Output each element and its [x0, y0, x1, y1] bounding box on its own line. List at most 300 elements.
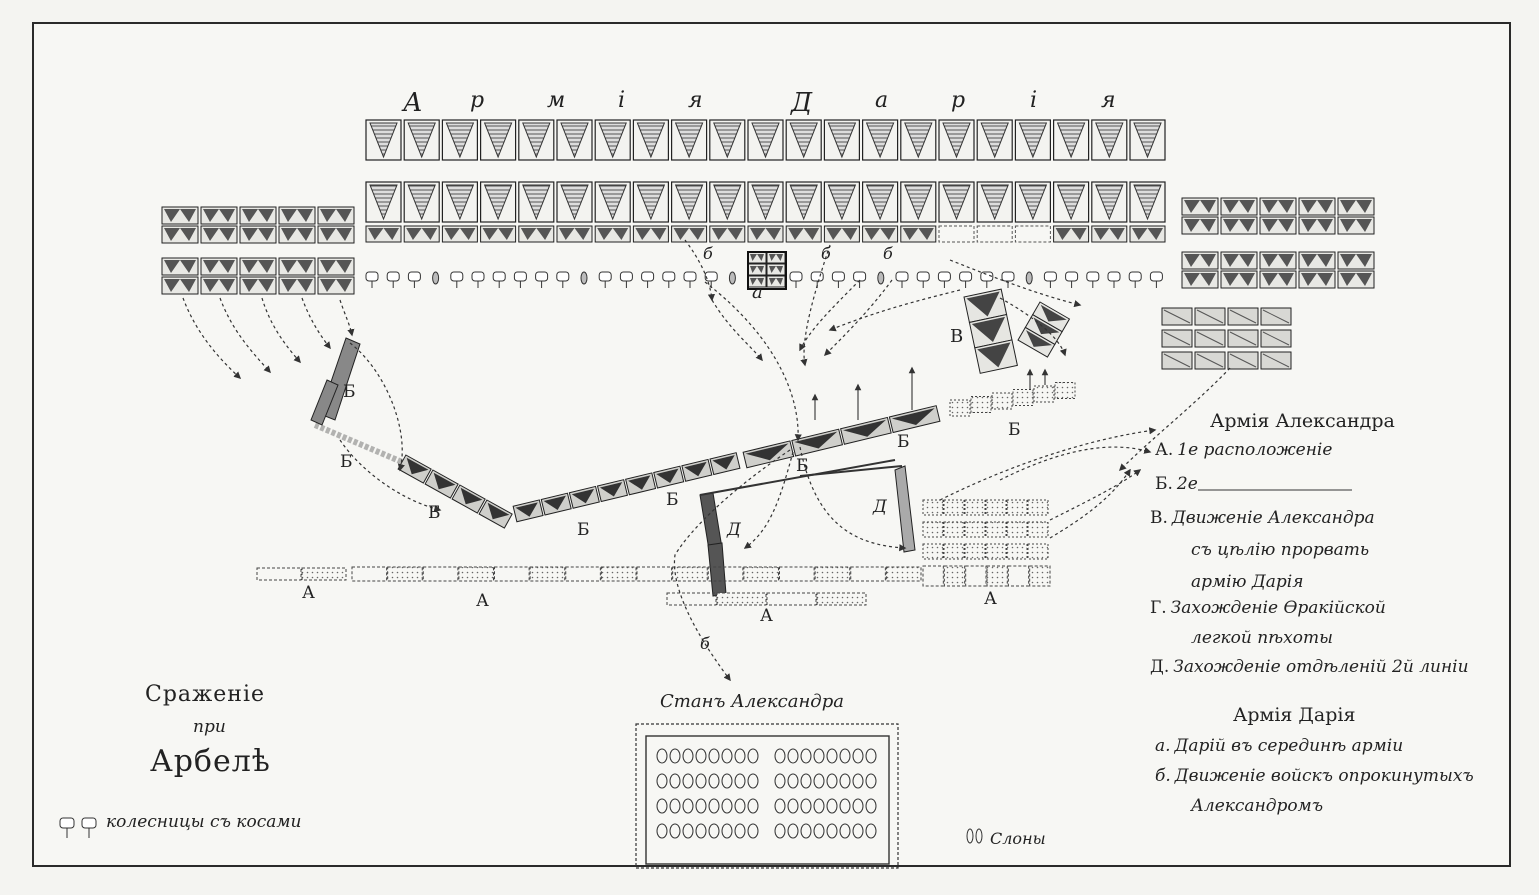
title-line3: Арбелѣ — [150, 744, 271, 779]
darius-cavalry-block — [1182, 198, 1218, 215]
darius-cavalry-block — [240, 277, 276, 294]
camp-tent — [788, 774, 798, 788]
chariot-symbol — [408, 272, 420, 281]
camp-tent — [775, 824, 785, 838]
cavalry-right-block — [944, 500, 964, 515]
darius-infantry-block — [366, 120, 401, 160]
legend-alexander-item — [1150, 508, 1375, 528]
camp-tent — [840, 774, 850, 788]
chariot-symbol — [832, 272, 844, 281]
darius-cavalry-block — [1338, 217, 1374, 234]
movement-arrow — [940, 430, 1155, 500]
darius-cavalry-block — [1260, 217, 1296, 234]
stipple-block — [992, 393, 1012, 409]
darius-infantry-block — [1015, 182, 1050, 222]
movement-arrow — [825, 280, 892, 355]
cavalry-right-block — [1007, 522, 1027, 537]
label-v: В — [950, 326, 964, 347]
chariot-symbol — [1129, 272, 1141, 281]
legend-alexander-item — [1155, 474, 1198, 494]
darius-infantry-block — [519, 182, 554, 222]
label-B-3: Б — [428, 503, 441, 523]
darius-cavalry-block — [162, 226, 198, 243]
elephants-label: Слоны — [990, 829, 1046, 848]
camp-tent — [840, 824, 850, 838]
camp-tent — [866, 799, 876, 813]
title-line1: Сраженіе — [145, 682, 266, 707]
camp-tent — [670, 799, 680, 813]
darius-infantry-block — [366, 182, 401, 222]
chariot-symbol — [620, 272, 632, 281]
cavalry-right-block — [986, 522, 1006, 537]
darius-cavalry-block — [710, 226, 745, 242]
alexander-right-line — [743, 406, 940, 468]
camp-tent — [735, 774, 745, 788]
legend-alexander-heading: Армія Александра — [1210, 410, 1395, 432]
stipple-block — [971, 397, 991, 413]
darius-infantry-block — [863, 120, 898, 160]
darius-infantry-block — [672, 182, 707, 222]
camp-tent — [735, 749, 745, 763]
darius-cavalry-block — [201, 207, 237, 224]
darius-title-letter: і — [1030, 88, 1038, 113]
label-B-7: Б — [897, 432, 910, 452]
darius-cavalry-block — [318, 207, 354, 224]
darius-cavalry-block — [279, 258, 315, 275]
movement-arrow — [1000, 447, 1150, 480]
darius-infantry-block — [1054, 182, 1089, 222]
movement-arrow — [1050, 470, 1130, 538]
label-A-3: А — [760, 606, 773, 626]
darius-cavalry-block — [824, 226, 859, 242]
darius-cavalry-block — [162, 277, 198, 294]
chariot-symbol — [1087, 272, 1099, 281]
darius-infantry-block — [977, 120, 1012, 160]
elephant-symbol — [433, 272, 439, 284]
darius-title-letter: я — [1101, 88, 1116, 113]
chariots-label: колесницы съ косами — [106, 812, 302, 832]
first-position-reserve — [667, 593, 866, 605]
camp-tent — [840, 799, 850, 813]
camp-tent — [853, 749, 863, 763]
stipple-block — [1013, 390, 1033, 406]
camp-tent — [722, 824, 732, 838]
movement-arrow — [804, 245, 830, 365]
elephant-symbol — [581, 272, 587, 284]
camp-tent — [827, 824, 837, 838]
darius-cavalry-block — [240, 226, 276, 243]
darius-cavalry-block — [1182, 252, 1218, 269]
darius-cavalry-block — [1260, 198, 1296, 215]
camp-tent — [722, 749, 732, 763]
camp-tent — [827, 774, 837, 788]
cavalry-right-block — [965, 544, 985, 559]
darius-cavalry-block — [366, 226, 401, 242]
camp-tent — [801, 774, 811, 788]
darius-cavalry-block — [404, 226, 439, 242]
darius-cavalry-block — [767, 252, 785, 263]
darius-cavalry-block — [1299, 198, 1335, 215]
darius-infantry-block — [748, 120, 783, 160]
darius-infantry-block — [1130, 120, 1165, 160]
label-D-2: Д — [873, 497, 887, 517]
camp-tent — [657, 774, 667, 788]
label-B-2: Б — [340, 452, 353, 472]
darius-cavalry-block — [162, 258, 198, 275]
darius-cavalry-block — [279, 226, 315, 243]
chariot-symbol — [387, 272, 399, 281]
darius-infantry-block — [557, 182, 592, 222]
movement-arrow — [705, 282, 798, 440]
darius-cavalry-block — [767, 264, 785, 275]
darius-infantry-block — [939, 182, 974, 222]
camp-tent — [696, 824, 706, 838]
darius-cavalry-block — [279, 207, 315, 224]
darius-title-letter: А — [403, 88, 423, 118]
darius-cavalry-block — [1338, 198, 1374, 215]
chariot-symbol — [536, 272, 548, 281]
camp-tent — [866, 824, 876, 838]
legend-text: 2е — [1176, 474, 1198, 494]
darius-cavalry-block — [1221, 271, 1257, 288]
legend-key: А. — [1155, 440, 1174, 460]
darius-infantry-block — [672, 120, 707, 160]
label-B-1: Б — [343, 382, 356, 402]
camp-tent — [709, 774, 719, 788]
chariot-symbol — [811, 272, 823, 281]
legend-text: Захожденіе Ѳракійской — [1170, 598, 1386, 618]
darius-cavalry-block — [786, 226, 821, 242]
title-line2: при — [193, 717, 226, 737]
cavalry-right-block — [944, 544, 964, 559]
darius-infantry-block — [1054, 120, 1089, 160]
darius-infantry-block — [901, 182, 936, 222]
darius-infantry-block — [1015, 120, 1050, 160]
camp-tent — [670, 749, 680, 763]
darius-cavalry-block — [442, 226, 477, 242]
camp-tent — [709, 749, 719, 763]
darius-infantry-block — [710, 120, 745, 160]
darius-cavalry-block — [279, 277, 315, 294]
darius-cavalry-block — [240, 207, 276, 224]
darius-infantry-block — [824, 120, 859, 160]
darius-title-letter: м — [547, 88, 566, 113]
first-position-center — [352, 567, 921, 581]
darius-infantry-block — [595, 120, 630, 160]
darius-cavalry-block — [240, 258, 276, 275]
camp-tent — [775, 749, 785, 763]
camp-tent — [722, 799, 732, 813]
camp-tent — [748, 824, 758, 838]
label-B-8: Б — [1008, 420, 1021, 440]
camp-tent — [670, 774, 680, 788]
chariot-symbol — [1002, 272, 1014, 281]
cavalry-right-block — [1028, 544, 1048, 559]
darius-cavalry-block — [1338, 271, 1374, 288]
darius-infantry-block — [595, 182, 630, 222]
camp-tent — [814, 774, 824, 788]
darius-infantry-block — [1130, 182, 1165, 222]
camp-tent — [748, 749, 758, 763]
label-A-4: А — [984, 589, 997, 609]
movement-arrow — [262, 298, 300, 362]
d-segment — [700, 493, 722, 550]
darius-cavalry-block — [1054, 226, 1089, 242]
darius-cavalry-block — [318, 277, 354, 294]
camp-tent — [788, 799, 798, 813]
legend-text: Дарій въ серединѣ арміи — [1174, 736, 1404, 756]
darius-cavalry-block — [1299, 217, 1335, 234]
darius-title-letter: і — [618, 88, 626, 113]
darius-cavalry-block — [748, 226, 783, 242]
camp-tent — [853, 774, 863, 788]
darius-cavalry-block — [767, 276, 785, 287]
darius-cavalry-block — [1182, 271, 1218, 288]
elephant-symbol — [878, 272, 884, 284]
camp-tent — [814, 824, 824, 838]
elephant-symbol — [729, 272, 735, 284]
camp-tent — [788, 824, 798, 838]
darius-title-letter: я — [688, 88, 703, 113]
chariot-symbol — [663, 272, 675, 281]
camp-tent — [696, 799, 706, 813]
camp-outline — [636, 724, 898, 868]
darius-cavalry-block — [201, 226, 237, 243]
legend-key: б. — [1155, 766, 1171, 786]
legend-darius-item — [1187, 796, 1323, 816]
darius-cavalry-block — [1299, 252, 1335, 269]
legend-alexander-item — [1187, 628, 1333, 648]
camp-tent — [866, 749, 876, 763]
movement-arrow — [302, 298, 330, 348]
chariot-legend-symbol — [82, 818, 96, 828]
legend-key: а. — [1155, 736, 1171, 756]
chariot-symbol — [642, 272, 654, 281]
darius-cavalry-block — [1260, 252, 1296, 269]
legend-text: 1е расположеніе — [1177, 440, 1333, 460]
darius-infantry-block — [557, 120, 592, 160]
camp-tent — [801, 824, 811, 838]
camp-tent — [670, 824, 680, 838]
chariot-symbol — [514, 272, 526, 281]
darius-cavalry-block — [1260, 271, 1296, 288]
legend-key: В. — [1150, 508, 1168, 528]
camp-tent — [827, 799, 837, 813]
first-position-right — [923, 566, 1050, 586]
stipple-block — [1055, 383, 1075, 399]
cavalry-right-block — [1007, 544, 1027, 559]
alexander-column-v — [964, 289, 1017, 373]
chariot-symbol — [451, 272, 463, 281]
camp-tent — [657, 824, 667, 838]
darius-infantry-block — [633, 182, 668, 222]
camp-tent — [735, 799, 745, 813]
alexander-left-line — [398, 455, 512, 528]
cavalry-right-block — [923, 544, 943, 559]
legend-alexander-item — [1155, 440, 1332, 460]
darius-infantry-block — [442, 120, 477, 160]
chariot-symbol — [1108, 272, 1120, 281]
cavalry-right-block — [1007, 500, 1027, 515]
legend-darius-item — [1155, 766, 1474, 786]
movement-arrow — [674, 450, 790, 680]
movement-arrow — [830, 290, 960, 330]
legend-darius-heading: Армія Дарія — [1233, 704, 1356, 726]
cavalry-right-block — [1028, 500, 1048, 515]
chariot-symbol — [960, 272, 972, 281]
chariot-symbol — [790, 272, 802, 281]
legend-key: Г. — [1150, 598, 1167, 618]
chariot-symbol — [472, 272, 484, 281]
movement-arrow — [712, 300, 762, 360]
camp-tent — [683, 799, 693, 813]
darius-cavalry-block — [318, 226, 354, 243]
camp-tent — [827, 749, 837, 763]
chariot-symbol — [493, 272, 505, 281]
label-b-2: б — [821, 244, 831, 263]
label-B-5: Б — [666, 490, 679, 510]
empty-slot — [1015, 226, 1050, 242]
chariot-symbol — [684, 272, 696, 281]
camp-tent — [683, 774, 693, 788]
darius-infantry-block — [442, 182, 477, 222]
darius-cavalry-block — [1130, 226, 1165, 242]
movement-arrow — [340, 300, 352, 335]
label-a-darius: а — [752, 282, 763, 303]
darius-cavalry-block — [481, 226, 516, 242]
darius-infantry-block — [481, 120, 516, 160]
elephant-legend-symbol — [967, 829, 973, 843]
legend-darius-item — [1155, 736, 1403, 756]
legend-text: легкой пѣхоты — [1191, 628, 1333, 648]
darius-title-letter: Д — [791, 88, 813, 118]
darius-infantry-block — [939, 120, 974, 160]
label-B-6: Б — [796, 456, 809, 476]
legend-text: съ цѣлію прорвать — [1191, 540, 1370, 560]
cavalry-right-block — [923, 500, 943, 515]
camp-tent — [775, 799, 785, 813]
legend-alexander-item — [1150, 657, 1469, 677]
label-A-1: А — [302, 583, 315, 603]
darius-cavalry-block — [201, 277, 237, 294]
darius-infantry-block — [786, 120, 821, 160]
d-segment-right — [895, 466, 915, 552]
camp-tent — [814, 749, 824, 763]
empty-slot — [977, 226, 1012, 242]
legend-text: армію Дарія — [1191, 572, 1304, 592]
legend-text: Александромъ — [1191, 796, 1324, 816]
movement-arrow — [800, 447, 905, 548]
chariot-symbol — [1044, 272, 1056, 281]
camp-tent — [748, 774, 758, 788]
d-segment — [708, 543, 726, 596]
darius-cavalry-block — [519, 226, 554, 242]
camp-tent — [657, 799, 667, 813]
camp-tent — [853, 799, 863, 813]
darius-infantry-block — [824, 182, 859, 222]
cavalry-right-block — [965, 500, 985, 515]
chariot-symbol — [366, 272, 378, 281]
camp-tent — [775, 774, 785, 788]
darius-cavalry-block — [1221, 252, 1257, 269]
camp-tent — [840, 749, 850, 763]
darius-cavalry-block — [748, 252, 766, 263]
chariot-symbol — [705, 272, 717, 281]
cavalry-right-block — [965, 522, 985, 537]
camp-tent — [788, 749, 798, 763]
darius-cavalry-block — [1338, 252, 1374, 269]
chariot-symbol — [1150, 272, 1162, 281]
label-D-1: Д — [727, 520, 741, 540]
chariot-symbol — [557, 272, 569, 281]
darius-cavalry-block — [595, 226, 630, 242]
chariot-symbol — [599, 272, 611, 281]
camp-tent — [866, 774, 876, 788]
legend-alexander-item — [1187, 572, 1303, 592]
darius-cavalry-block — [901, 226, 936, 242]
movement-arrow — [183, 298, 240, 378]
darius-cavalry-block — [633, 226, 668, 242]
darius-title-letter: р — [470, 88, 485, 113]
darius-cavalry-block — [748, 264, 766, 275]
chariot-symbol — [938, 272, 950, 281]
darius-infantry-block — [1092, 120, 1127, 160]
darius-infantry-block — [1092, 182, 1127, 222]
darius-infantry-block — [977, 182, 1012, 222]
darius-cavalry-block — [1092, 226, 1127, 242]
chariot-symbol — [1066, 272, 1078, 281]
darius-cavalry-block — [1182, 217, 1218, 234]
label-A-2: А — [476, 591, 489, 611]
camp-tent — [853, 824, 863, 838]
label-b-4: б — [700, 634, 710, 653]
legend-alexander-item — [1150, 598, 1386, 618]
darius-infantry-block — [404, 120, 439, 160]
empty-slot — [939, 226, 974, 242]
camp-tent — [709, 799, 719, 813]
darius-infantry-block — [633, 120, 668, 160]
stipple-block — [1034, 386, 1054, 402]
legend-text: Движеніе Александра — [1171, 508, 1375, 528]
stipple-block — [950, 400, 970, 416]
darius-infantry-block — [519, 120, 554, 160]
darius-cavalry-block — [162, 207, 198, 224]
darius-title-letter: а — [875, 88, 889, 113]
elephant-legend-symbol — [976, 829, 982, 843]
chariot-symbol — [896, 272, 908, 281]
movement-arrow — [220, 298, 270, 372]
cavalry-right-block — [986, 500, 1006, 515]
cavalry-right-block — [944, 522, 964, 537]
darius-cavalry-block — [201, 258, 237, 275]
legend-text: Движеніе войскъ опрокинутыхъ — [1174, 766, 1474, 786]
camp-tent — [801, 799, 811, 813]
camp-tent — [735, 824, 745, 838]
cavalry-right-block — [1028, 522, 1048, 537]
darius-infantry-block — [901, 120, 936, 160]
darius-cavalry-block — [1221, 198, 1257, 215]
camp-tent — [683, 824, 693, 838]
legend-key: Б. — [1155, 474, 1173, 494]
darius-cavalry-block — [1221, 217, 1257, 234]
camp-label: Станъ Александра — [660, 691, 844, 712]
darius-cavalry-block — [863, 226, 898, 242]
darius-cavalry-block — [672, 226, 707, 242]
camp-tent — [722, 774, 732, 788]
legend-alexander-item — [1187, 540, 1369, 560]
chariot-legend-symbol — [60, 818, 74, 828]
chariot-symbol — [917, 272, 929, 281]
